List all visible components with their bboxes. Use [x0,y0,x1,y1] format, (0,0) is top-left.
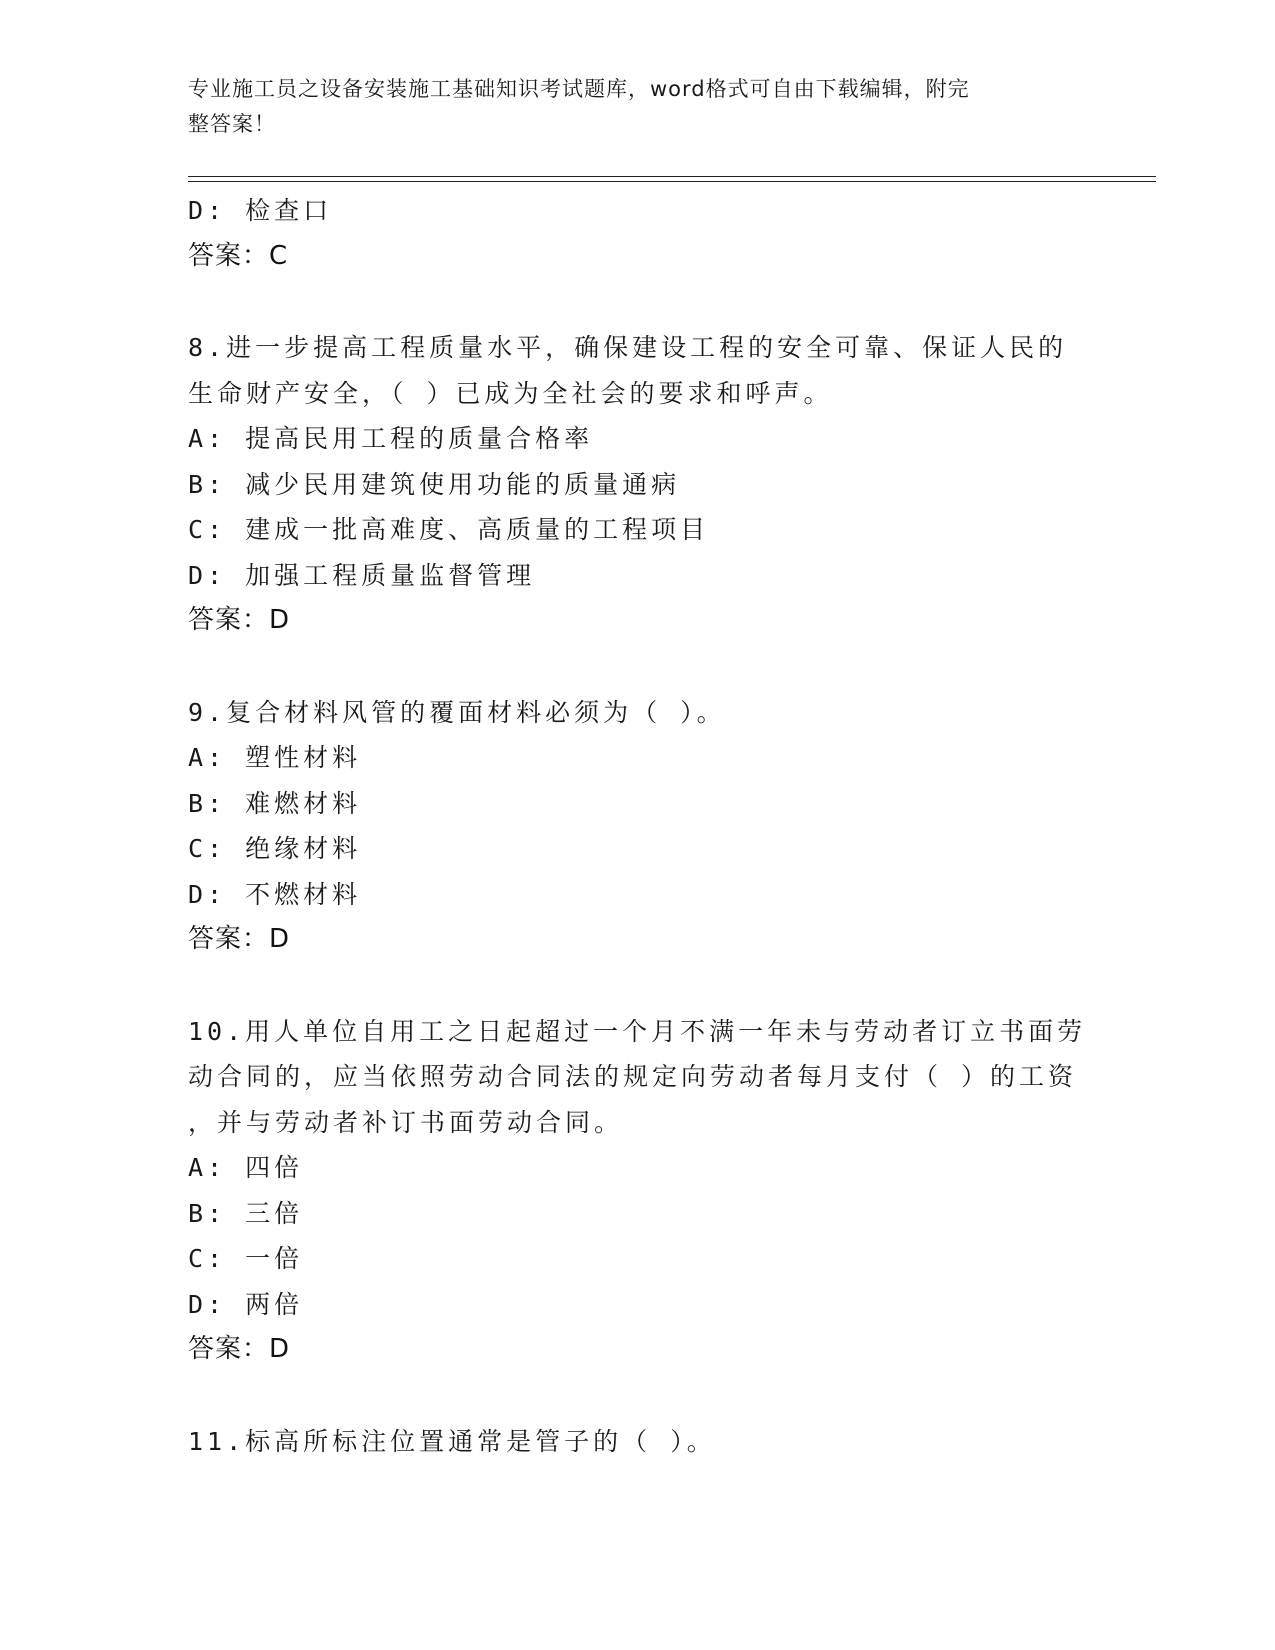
question-9 [188,690,1088,963]
spacer [188,963,1088,1009]
option-b: B: 减少民用建筑使用功能的质量通病 [188,469,681,499]
question-text-line: 8.进一步提高工程质量水平，确保建设工程的安全可靠、保证人民的 [188,333,1068,362]
question-text-line: 11.标高所标注位置通常是管子的（ ）。 [188,1426,716,1456]
question-text-line: 生命财产安全，（ ）已成为全社会的要求和呼声。 [188,378,833,408]
question-8 [188,325,1088,644]
option-d: D: 检查口 [188,196,333,225]
option-c: C: 绝缘材料 [188,834,362,863]
header-title-line-1: 专业施工员之设备安装施工基础知识考试题库，word格式可自由下载编辑，附完 [188,77,970,101]
question-11 [188,1419,1088,1465]
option-d: D: 加强工程质量监督管理 [188,560,536,590]
question-text-line: 动合同的，应当依照劳动合同法的规定向劳动者每月支付（ ）的工资 [188,1062,1078,1091]
question-10 [188,1009,1088,1373]
question-text-line: ，并与劳动者补订书面劳动合同。 [188,1107,624,1137]
option-c: C: 建成一批高难度、高质量的工程项目 [188,515,710,544]
option-a: A: 提高民用工程的质量合格率 [188,424,594,453]
option-d: D: 不燃材料 [188,879,362,909]
option-a: A: 四倍 [188,1153,304,1182]
answer-line: 答案：C [188,240,289,271]
header-title-line-2: 整答案！ [188,112,276,136]
option-c: C: 一倍 [188,1244,304,1273]
spacer [188,644,1088,690]
spacer [188,279,1088,325]
header-divider-bottom [188,181,1156,182]
option-b: B: 三倍 [188,1198,304,1228]
carryover-question-block [188,188,1088,279]
option-d: D: 两倍 [188,1289,304,1319]
answer-line: 答案：D [188,924,291,954]
answer-line: 答案：D [188,605,291,635]
question-content [188,188,1088,1464]
answer-line: 答案：D [188,1334,291,1364]
option-a: A: 塑性材料 [188,743,362,772]
option-b: B: 难燃材料 [188,788,362,818]
spacer [188,1373,1088,1419]
header-divider-top [188,176,1156,177]
question-text-line: 9.复合材料风管的覆面材料必须为（ ）。 [188,697,726,727]
question-text-line: 10.用人单位自用工之日起超过一个月不满一年未与劳动者订立书面劳 [188,1016,1087,1046]
document-header [188,72,1068,142]
